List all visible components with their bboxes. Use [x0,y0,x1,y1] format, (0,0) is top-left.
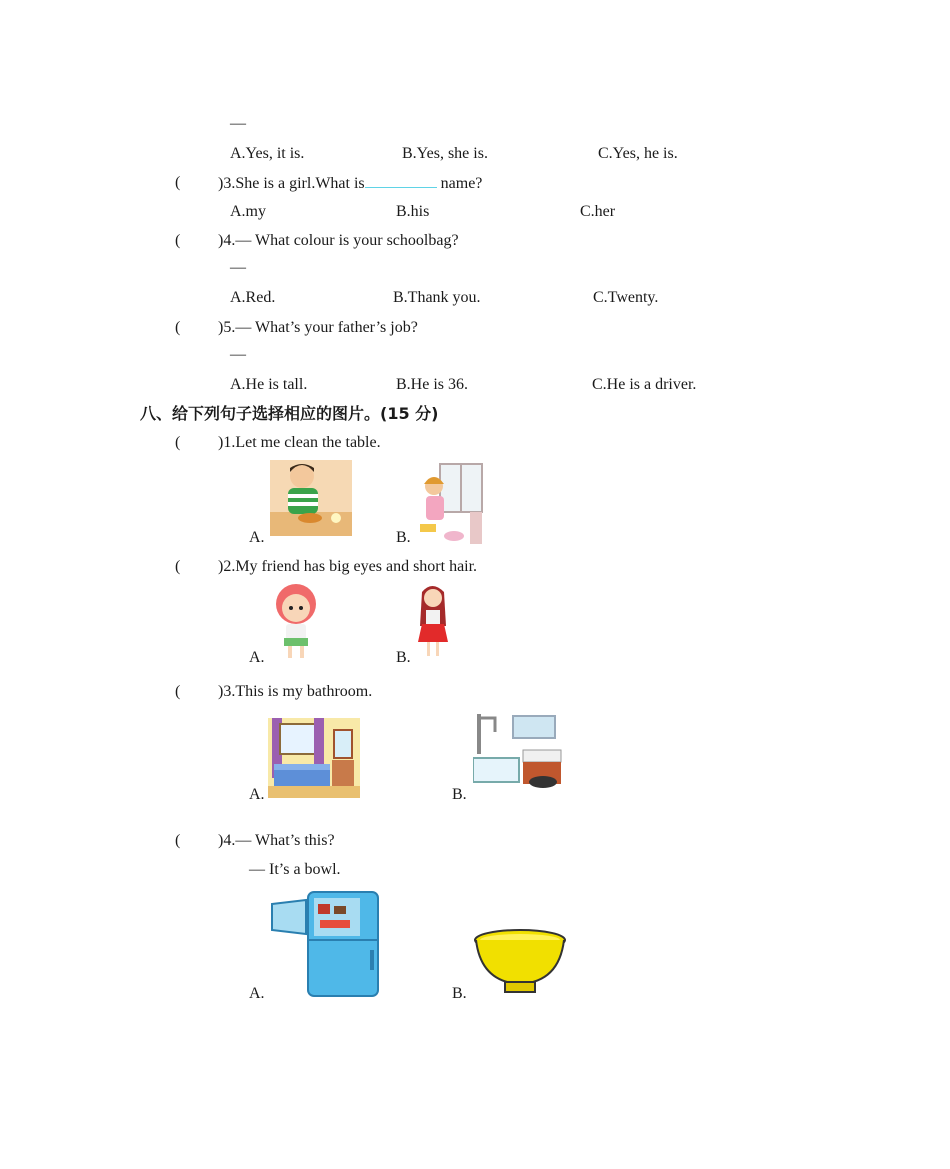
answer-paren: ( [175,832,181,849]
answer-paren: ( [175,174,181,191]
question-text: )4.— What colour is your schoolbag? [218,232,459,249]
question-text: )2.My friend has big eyes and short hair. [218,558,478,575]
answer-text: — It’s a bowl. [249,861,341,878]
bedroom-image [268,718,360,798]
option-label-b: B. [396,529,411,546]
option-b: B.He is 36. [396,376,468,393]
fridge-image [270,890,382,998]
option-label-a: A. [249,529,265,546]
option-b: B.Thank you. [393,289,481,306]
option-label-b: B. [396,649,411,666]
answer-paren: ( [175,683,181,700]
option-label-a: A. [249,649,265,666]
option-a: A.Red. [230,289,276,306]
option-a: A.Yes, it is. [230,145,305,162]
question-text: )1.Let me clean the table. [218,434,381,451]
answer-dash: — [230,259,246,276]
question-text: )3.She is a girl.What is name? [218,175,483,192]
option-label-b: B. [452,985,467,1002]
option-c: C.Yes, he is. [598,145,678,162]
option-label-a: A. [249,985,265,1002]
option-b: B.his [396,203,430,220]
option-label-b: B. [452,786,467,803]
option-c: C.Twenty. [593,289,659,306]
girl-long-hair-image [414,582,454,662]
option-label-a: A. [249,786,265,803]
answer-dash: — [230,346,246,363]
boy-cleaning-table-image [270,460,352,536]
answer-dash: — [230,115,246,132]
option-b: B.Yes, she is. [402,145,488,162]
girl-cleaning-window-image [414,462,484,544]
bathroom-image [473,712,565,792]
answer-paren: ( [175,558,181,575]
girl-short-hair-image [270,582,326,662]
section-title: 八、给下列句子选择相应的图片。(15 分) [140,404,439,423]
question-text: )4.— What’s this? [218,832,335,849]
option-c: C.He is a driver. [592,376,697,393]
option-a: A.He is tall. [230,376,308,393]
answer-paren: ( [175,319,181,336]
fill-in-blank [365,173,437,188]
option-c: C.her [580,203,616,220]
question-text: )5.— What’s your father’s job? [218,319,418,336]
option-a: A.my [230,203,266,220]
bowl-image [473,928,568,998]
answer-paren: ( [175,232,181,249]
answer-paren: ( [175,434,181,451]
question-text: )3.This is my bathroom. [218,683,373,700]
